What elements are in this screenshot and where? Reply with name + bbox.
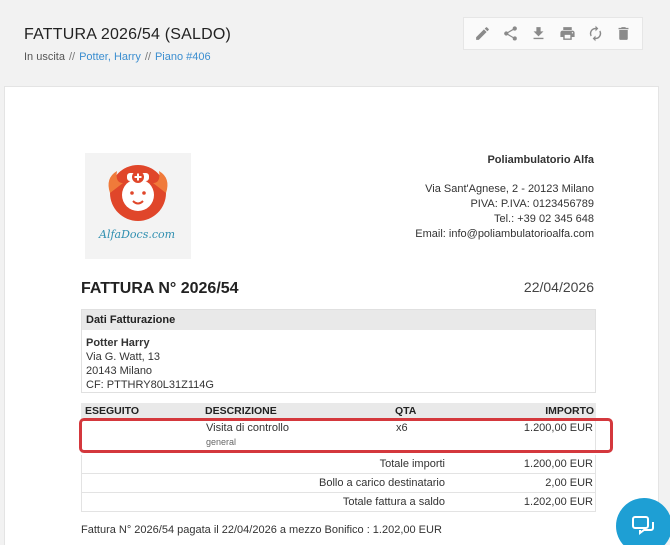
table-row [81,418,596,453]
document-toolbar [463,17,643,50]
breadcrumb-patient-link[interactable]: Potter, Harry [79,51,141,63]
total-label: Totale importi [379,458,445,470]
company-vat: PIVA: P.IVA: 0123456789 [470,198,594,210]
logo-wordmark: AlfaDocs.com [99,228,176,241]
col-performed: ESEGUITO [85,405,140,417]
company-phone: Tel.: +39 02 345 648 [494,213,594,225]
company-logo [85,153,191,259]
invoice-number: FATTURA N° 2026/54 [81,280,239,297]
page-header [0,0,670,86]
billing-details [82,330,595,398]
total-value: 1.200,00 EUR [523,458,593,470]
company-address: Via Sant'Agnese, 2 - 20123 Milano [425,183,594,195]
delete-button[interactable] [611,21,637,47]
refresh-button[interactable] [582,21,608,47]
share-icon [502,25,519,42]
billing-city: 20143 Milano [86,365,153,377]
page-title: FATTURA 2026/54 (SALDO) [24,26,232,43]
billing-tax-code: CF: PTTHRY80L31Z114G [86,379,214,391]
company-info [415,153,594,242]
billing-street: Via G. Watt, 13 [86,351,160,363]
billing-heading: Dati Fatturazione [82,310,595,330]
invoice-date: 22/04/2026 [523,279,594,295]
items-table-header [81,403,596,418]
total-row [82,474,595,493]
total-label: Totale fattura a saldo [342,496,445,508]
payment-note: Fattura N° 2026/54 pagata il 22/04/2026 a mezzo Bonifico : 1.202,00 EUR [81,524,442,536]
company-name: Poliambulatorio Alfa [487,154,594,166]
download-icon [530,25,547,42]
col-amount: IMPORTO [545,405,594,417]
items-table [81,403,596,453]
breadcrumb-plan-link[interactable]: Piano #406 [154,51,211,63]
total-value: 2,00 EUR [545,477,593,489]
billing-name: Potter Harry [86,337,150,349]
share-button[interactable] [497,21,523,47]
breadcrumb-separator: // [68,51,76,63]
item-amount: 1.200,00 EUR [523,422,593,434]
col-qty: QTA [395,405,417,417]
billing-box [81,309,596,393]
breadcrumb-direction: In uscita [24,51,65,63]
invoice-document [4,86,659,545]
edit-button[interactable] [469,21,495,47]
company-email: Email: info@poliambulatorioalfa.com [415,228,594,240]
totals-section [81,455,596,512]
item-qty: x6 [396,422,408,434]
breadcrumb [24,51,211,63]
total-row [82,493,595,512]
item-description: Visita di controllo [206,422,289,434]
item-category: general [206,437,237,447]
total-row [82,455,595,474]
trash-icon [615,25,632,42]
print-icon [559,25,576,42]
lion-logo-icon [85,153,191,259]
refresh-icon [587,25,604,42]
download-button[interactable] [526,21,552,47]
total-value: 1.202,00 EUR [523,496,593,508]
col-description: DESCRIZIONE [205,405,277,417]
chat-icon [631,513,657,539]
print-button[interactable] [554,21,580,47]
total-label: Bollo a carico destinatario [319,477,445,489]
edit-icon [474,25,491,42]
breadcrumb-separator: // [144,51,151,63]
chat-button[interactable] [616,498,670,545]
